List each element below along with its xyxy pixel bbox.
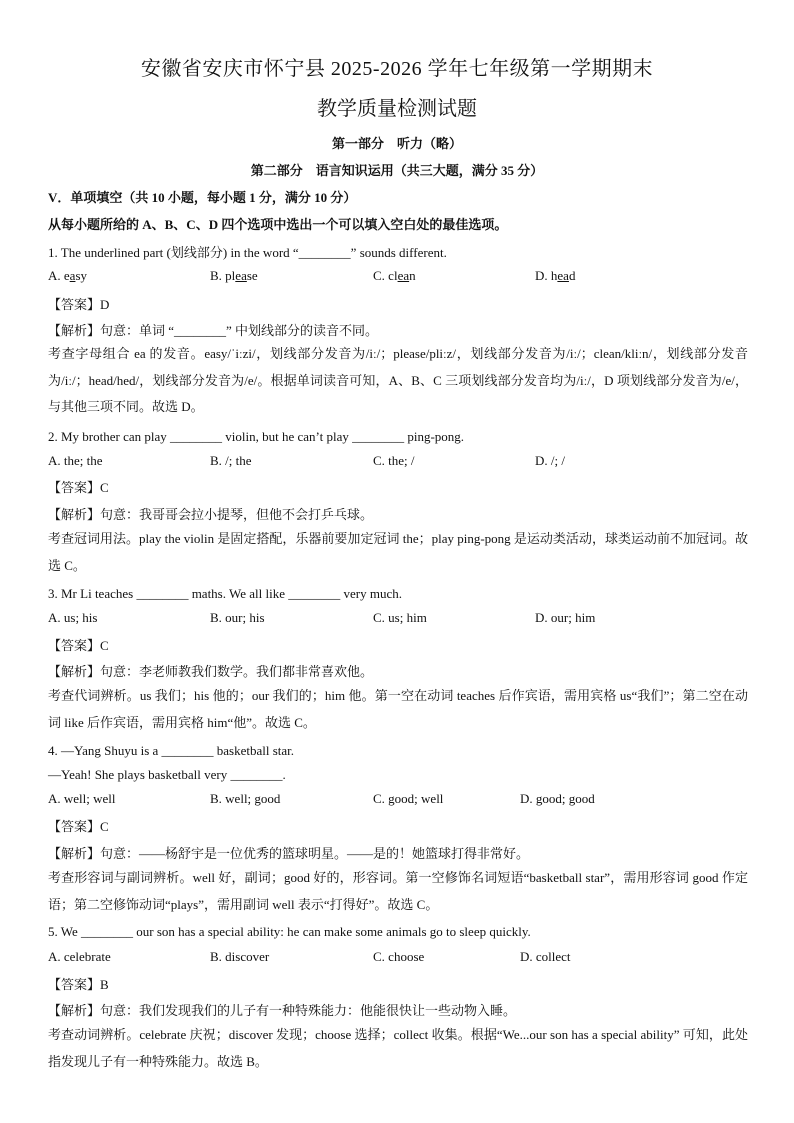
section-instruction: 从每小题所给的 A、B、C、D 四个选项中选出一个可以填入空白处的最佳选项。 [48,217,508,232]
q2-option-c: C. the; / [373,453,415,468]
q5-option-d: D. collect [520,949,571,964]
q4-analysis-intro: 【解析】句意：——杨舒宇是一位优秀的篮球明星。——是的！她篮球打得非常好。 [48,846,530,861]
q1-analysis-intro: 【解析】句意：单词 “________” 中划线部分的读音不同。 [48,323,379,338]
q1-stem: 1. The underlined part (划线部分) in the word “________” sounds different. [48,245,447,260]
q2-option-d: D. /; / [535,453,565,468]
q3-answer: 【答案】C [48,638,109,653]
q4-analysis-detail: 考查形容词与副词辨析。well 好，副词；good 好的，形容词。第一空修饰名词短语“basketball star”，需用形容词 good 作定语；第二空修饰动词“plays”，需用副词 well 表示“打得好”。故选 C。 [48,870,748,912]
q5-analysis-intro: 【解析】句意：我们发现我们的儿子有一种特殊能力：他能很快让一些动物入睡。 [48,1003,517,1018]
q4-stem-line1: 4. —Yang Shuyu is a ________ basketball star. [48,743,295,758]
q1-option-b: B. please [210,268,258,283]
q5-answer: 【答案】B [48,977,109,992]
q1-option-a: A. easy [48,268,88,283]
exam-subtitle: 教学质量检测试题 [317,98,477,120]
q4-option-d: D. good; good [520,791,595,806]
q4-stem-line2: —Yeah! She plays basketball very ________. [48,767,286,782]
q1-answer: 【答案】D [48,297,110,312]
q3-option-c: C. us; him [373,610,427,625]
exam-title: 安徽省安庆市怀宁县 2025-2026 学年七年级第一学期期末 [140,58,654,80]
q2-option-a: A. the; the [48,453,103,468]
q4-option-b: B. well; good [210,791,281,806]
q2-option-b: B. /; the [210,453,252,468]
q4-option-a: A. well; well [48,791,116,806]
q1-option-d: D. head [535,268,576,283]
q1-option-c: C. clean [373,268,416,283]
q3-stem: 3. Mr Li teaches ________ maths. We all like ________ very much. [48,586,402,601]
q5-analysis-detail: 考查动词辨析。celebrate 庆祝；discover 发现；choose 选择；collect 收集。根据“We...our son has a special ability” 可知，此处指发现儿子有一种特殊能力。故选 B。 [48,1027,748,1069]
q5-option-b: B. discover [210,949,270,964]
q3-option-a: A. us; his [48,610,98,625]
q3-analysis-detail: 考查代词辨析。us 我们；his 他的；our 我们的；him 他。第一空在动词 teaches 后作宾语，需用宾格 us“我们”；第二空在动词 like 后作宾语，需用宾格 him“他”。故选 C。 [48,688,748,730]
q2-answer: 【答案】C [48,480,109,495]
q3-analysis-intro: 【解析】句意：李老师教我们数学。我们都非常喜欢他。 [48,664,374,679]
q3-option-d: D. our; him [535,610,596,625]
q4-option-c: C. good; well [373,791,444,806]
q2-analysis-intro: 【解析】句意：我哥哥会拉小提琴，但他不会打乒乓球。 [48,507,374,522]
q1-analysis-detail: 考查字母组合 ea 的发音。easy/ˈiːzi/，划线部分发音为/iː/；please/pliːz/，划线部分发音为/iː/；clean/kliːn/，划线部分发音为/iː/；head/hed/，划线部分发音为/e/。根据单词读音可知，A、B、C 三项划线部分发音均为/iː/，D 项划线部分发音为/e/，与其他三项不同。故选 D。 [48,346,748,414]
section-v-heading: V．单项填空（共 10 小题，每小题 1 分，满分 10 分） [48,190,357,205]
q5-option-c: C. choose [373,949,425,964]
q3-option-b: B. our; his [210,610,265,625]
q4-answer: 【答案】C [48,819,109,834]
part-two-heading: 第二部分 语言知识运用（共三大题，满分 35 分） [250,163,544,178]
part-one-heading: 第一部分 听力（略） [331,136,462,151]
q2-stem: 2. My brother can play ________ violin, but he can’t play ________ ping-pong. [48,429,465,444]
q2-analysis-detail: 考查冠词用法。play the violin 是固定搭配，乐器前要加定冠词 the；play ping-pong 是运动类活动，球类运动前不加冠词。故选 C。 [48,531,748,573]
q5-option-a: A. celebrate [48,949,111,964]
q5-stem: 5. We ________ our son has a special ability: he can make some animals go to sleep quickly. [48,924,531,939]
